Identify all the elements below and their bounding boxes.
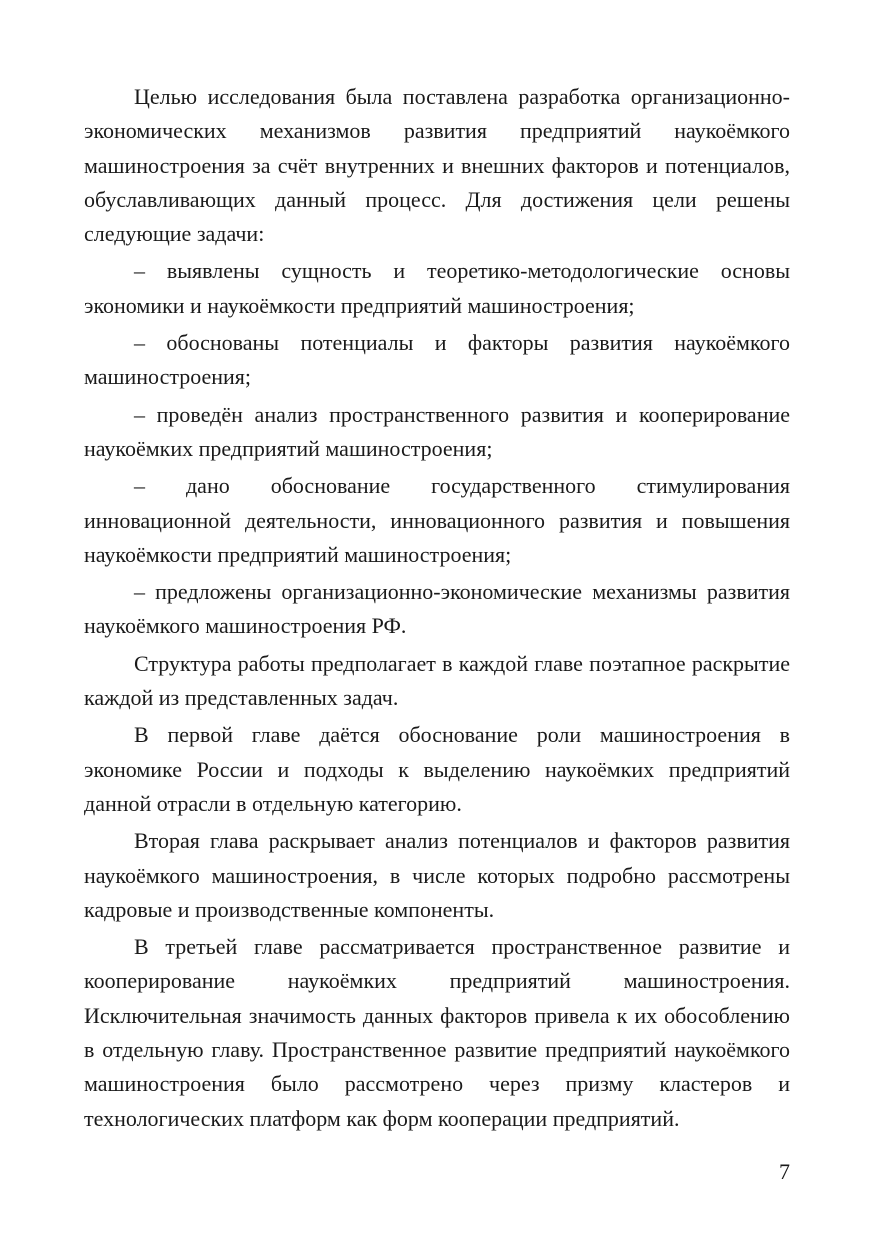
list-item-task-2: – обоснованы потенциалы и факторы развития наукоёмкого машиностроения; xyxy=(84,330,790,390)
page-number: 7 xyxy=(779,1159,790,1184)
list-item-task-5: – предложены организационно-экономические механизмы развития наукоёмкого машиностроения РФ. xyxy=(84,579,790,639)
paragraph-chapter-1: В первой главе даётся обоснование роли машиностроения в экономике России и подходы к выделению наукоёмких предприятий данной отрасли в отдельную категорию. xyxy=(84,722,790,816)
list-item-task-4: – дано обоснование государственного стимулирования инновационной деятельности, инновационного развития и повышения наукоёмкости предприятий машиностроения; xyxy=(84,473,790,567)
list-item-task-1: – выявлены сущность и теоретико-методологические основы экономики и наукоёмкости предприятий машиностроения; xyxy=(84,258,790,318)
paragraph-structure: Структура работы предполагает в каждой главе поэтапное раскрытие каждой из представленных задач. xyxy=(84,650,790,711)
paragraph-chapter-3: В третьей главе рассматривается пространственное развитие и кооперирование наукоёмких предприятий машиностроения. Исключительная значимость данных факторов привела к их обособлению в отдельную главу. Пространственное развитие предприятий наукоёмкого машиностроения было рассмотрено через призму кластеров и технологических платформ как форм кооперации предприятий. xyxy=(84,934,790,1131)
paragraph-goal: Целью исследования была поставлена разработка организационно-экономических механизмов развития предприятий наукоёмкого машиностроения за счёт внутренних и внешних факторов и потенциалов, обуславливающих данный процесс. Для достижения цели решены следующие задачи: xyxy=(84,84,790,247)
paragraph-chapter-2: Вторая глава раскрывает анализ потенциалов и факторов развития наукоёмкого машиностроения, в числе которых подробно рассмотрены кадровые и производственные компоненты. xyxy=(84,828,790,922)
list-item-task-3: – проведён анализ пространственного развития и кооперирование наукоёмких предприятий машиностроения; xyxy=(84,401,790,461)
page-body xyxy=(84,80,790,1139)
